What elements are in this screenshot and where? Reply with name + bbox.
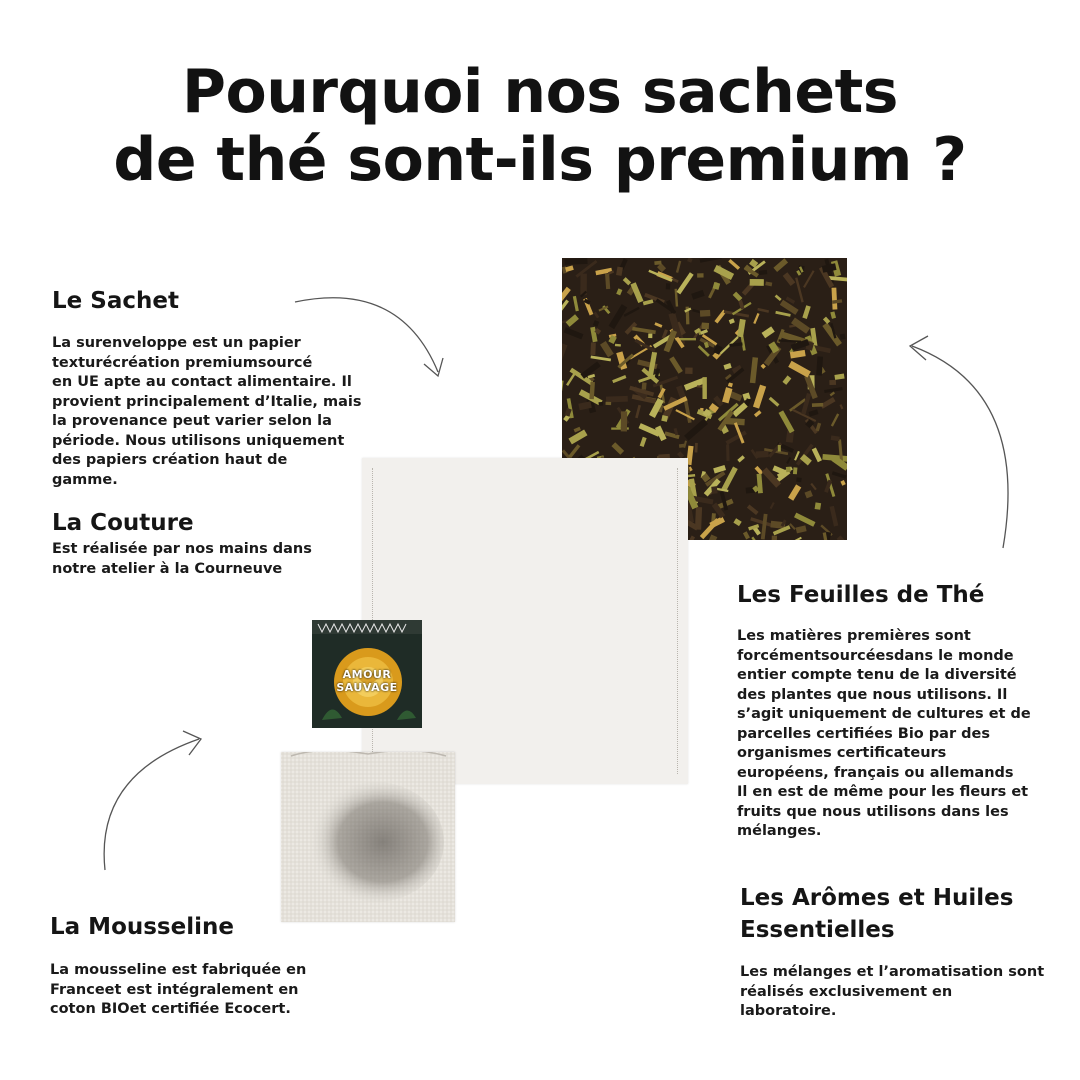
tea-leaf-piece [616,267,623,276]
mousseline-heading: La Mousseline [50,914,234,940]
tea-leaf-piece [812,403,823,407]
tea-leaf-piece [794,537,802,540]
tea-leaf-piece [711,486,717,494]
tea-leaf-piece [684,378,705,391]
tea-leaf-piece [753,313,759,324]
tea-leaf-piece [810,483,816,490]
tea-leaf-piece [803,270,815,288]
tea-leaf-piece [773,258,788,272]
tea-leaf-piece [702,323,710,330]
feuilles-line: Les matières premières sont [737,628,971,644]
tea-leaf-piece [666,283,671,289]
tea-leaf-piece [733,518,741,526]
sachet-line: la provenance peut varier selon la [52,413,332,429]
tea-leaf-piece [796,525,807,533]
tea-leaf-piece [783,272,796,286]
aromes-heading [740,882,1013,946]
tea-leaf-piece [568,429,587,444]
feuilles-line: des plantes que nous utilisons. Il [737,686,1008,703]
tea-leaf-piece [837,535,845,540]
aromes-line: Les mélanges et l’aromatisation sont [740,964,1045,980]
sachet-line: texturécréation premiumsourcé [52,354,313,371]
tea-leaf-piece [750,517,771,527]
tea-leaf-piece [611,442,624,455]
tea-leaf-piece [759,270,767,275]
tea-leaf-piece [830,311,836,319]
tea-leaf-piece [834,374,844,380]
tea-leaf-piece [832,288,838,310]
couture-heading: La Couture [52,510,194,536]
tea-leaf-piece [568,444,580,458]
feuilles-line: forcémentsourcéesdans le monde [737,647,1014,664]
tea-leaf-piece [795,277,804,302]
tea-leaf-piece [788,361,811,378]
tea-leaf-piece [830,506,839,527]
couture-description [52,540,372,579]
tea-leaf-piece [750,279,764,286]
tea-leaf-piece [726,444,730,461]
feuilles-line: européens, français ou allemands [737,764,1014,781]
feuilles-description [737,627,1057,842]
tea-leaf-piece [606,396,628,403]
tea-leaf-piece [762,326,775,338]
tea-leaf-piece [676,272,693,294]
tea-leaf-piece [820,397,835,409]
tea-leaf-piece [702,377,706,399]
tea-leaf-piece [605,402,611,405]
mousseline-line: La mousseline est fabriquée en [50,962,307,978]
tea-leaf-piece [593,320,599,327]
tea-leaf-piece [840,334,846,340]
tea-leaf-piece [562,380,564,391]
tea-leaf-piece [663,396,687,411]
page-title [0,58,1080,194]
feuilles-line: Il en est de même pour les fleurs et [737,784,1029,800]
tea-leaf-piece [755,466,764,475]
tea-leaf-piece [750,357,758,383]
tea-leaf-piece [632,327,656,334]
mousseline-line: Franceet est intégralement en [50,981,299,998]
tea-leaf-piece [643,299,654,305]
mousseline-texture [281,752,455,922]
sachet-line: des papiers création haut de [52,452,288,468]
tea-leaf-piece [564,258,587,265]
tea-leaf-piece [687,258,693,263]
feuilles-line: s’agit uniquement de cultures et de [737,706,1031,722]
tea-leaf-piece [839,404,843,409]
tea-leaf-piece [757,308,769,313]
tea-leaf-piece [793,467,798,474]
tea-leaf-piece [830,392,835,397]
tea-leaf-piece [640,437,647,447]
tag-label-image [312,620,422,728]
tea-leaf-piece [794,513,815,527]
tea-leaf-piece [566,314,579,327]
tea-leaf-piece [621,411,627,431]
tea-leaf-piece [775,294,782,301]
aromes-line: réalisés exclusivement en [740,983,953,1000]
tea-leaf-piece [786,467,791,473]
arrow-mousseline-icon [95,725,215,875]
tea-leaf-piece [566,373,576,386]
feuilles-line: mélanges. [737,823,822,839]
tea-leaf-piece [713,465,726,473]
tea-leaf-piece [804,490,812,498]
feuilles-heading: Les Feuilles de Thé [737,582,985,608]
tea-leaf-piece [775,311,790,317]
tea-leaf-piece [600,341,614,357]
tea-leaf-piece [800,454,812,465]
tea-leaf-piece [573,296,579,312]
tea-leaf-piece [700,518,720,539]
feuilles-line: entier compte tenu de la diversité [737,667,1017,683]
tea-leaf-piece [691,290,704,300]
tea-leaf-piece [609,304,628,329]
tea-leaf-piece [794,451,800,461]
tea-leaf-piece [765,281,772,286]
tea-leaf-piece [815,502,822,509]
tea-leaf-piece [743,531,750,539]
tea-leaf-piece [754,410,762,417]
title-line-2: de thé sont-ils premium ? [113,125,967,195]
tea-leaf-piece [700,329,708,335]
tea-leaf-piece [612,375,626,383]
tea-leaf-piece [697,273,703,277]
tea-leaf-piece [695,507,702,530]
tea-leaf-piece [788,484,801,500]
sachet-line: période. Nous utilisons uniquement [52,432,345,449]
tea-leaf-piece [771,536,777,540]
tea-leaf-piece [732,402,748,417]
tea-leaf-piece [733,292,743,302]
feuilles-line: fruits que nous utilisons dans les [737,803,1009,820]
tea-leaf-piece [761,364,766,369]
mousseline-bag-image [281,752,455,922]
couture-line: notre atelier à la Courneuve [52,560,283,577]
tea-leaf-piece [723,363,731,370]
tea-leaf-piece [770,502,775,509]
tea-leaf-piece [684,419,708,441]
sachet-line: La surenveloppe est un papier [52,335,301,351]
tea-leaf-piece [778,410,794,433]
tea-leaf-piece [816,423,822,432]
tea-leaf-piece [796,477,802,482]
tea-leaf-piece [829,380,836,385]
aromes-description [740,963,1060,1022]
tea-leaf-piece [700,258,722,263]
arrow-feuilles-icon [900,330,1020,555]
tea-leaf-piece [782,375,791,384]
tea-leaf-piece [832,471,847,479]
tea-leaf-piece [562,287,571,302]
tea-leaf-piece [809,409,819,416]
tea-leaf-piece [562,300,569,321]
tea-leaf-piece [642,382,647,389]
sachet-line: provient principalement d’Italie, mais [52,393,362,410]
tea-leaf-piece [598,402,603,406]
feuilles-line: organismes certificateurs [737,745,947,761]
tag-label-text: AMOUR SAUVAGE [336,668,398,694]
tea-leaf-piece [778,445,781,451]
tea-leaf-piece [689,535,695,540]
title-line-1: Pourquoi nos sachets [182,57,898,127]
stitch-right [677,468,678,774]
tea-leaf-piece [802,305,810,319]
tea-leaf-piece [564,327,584,339]
tea-leaf-piece [769,397,780,407]
feuilles-line: parcelles certifiées Bio par des [737,725,991,742]
aromes-line: laboratoire. [740,1003,837,1019]
tea-leaf-piece [728,259,740,270]
aromes-heading-line: Les Arômes et Huiles [740,885,1014,911]
tea-leaf-piece [789,523,796,530]
couture-line: Est réalisée par nos mains dans [52,541,312,557]
tea-leaf-piece [654,322,662,327]
tea-leaf-piece [590,342,595,355]
tea-leaf-piece [656,299,677,315]
tea-leaf-piece [605,273,610,289]
tea-leaf-piece [616,288,622,295]
sachet-heading: Le Sachet [52,288,179,314]
tea-leaf-piece [635,405,641,418]
tea-leaf-piece [786,457,791,464]
tea-leaf-piece [565,265,574,272]
tea-leaf-piece [669,356,683,373]
mousseline-description [50,961,330,1020]
tea-leaf-piece [840,480,845,486]
tea-leaf-piece [593,312,599,319]
aromes-heading-line: Essentielles [740,917,895,943]
tea-leaf-piece [574,427,581,433]
tea-leaf-piece [623,277,631,285]
tea-leaf-piece [831,413,839,426]
tea-leaf-piece [737,319,746,338]
mousseline-line: coton BIOet certifiée Ecocert. [50,1001,291,1017]
tea-leaf-piece [729,318,735,324]
tea-leaf-piece [737,455,745,462]
arrow-sachet-icon [290,290,460,390]
tea-leaf-piece [823,317,830,324]
sachet-line: gamme. [52,471,118,488]
tea-leaf-piece [676,261,681,273]
tea-leaf-piece [675,409,695,420]
sachet-line: en UE apte au contact alimentaire. Il [52,374,352,390]
tea-leaf-piece [753,385,766,409]
tea-leaf-piece [685,367,693,373]
tea-leaf-piece [747,504,759,515]
tea-leaf-piece [648,333,652,338]
tea-leaf-piece [654,261,661,265]
tea-leaf-piece [562,343,567,361]
tea-leaf-piece [831,435,840,441]
tea-leaf-piece [700,310,711,317]
tea-leaf-piece [695,443,698,453]
tea-leaf-piece [812,448,822,463]
tea-leaf-piece [801,393,811,415]
tea-leaf-piece [615,344,621,347]
tea-leaf-piece [738,300,744,310]
tea-leaf-piece [761,514,768,540]
